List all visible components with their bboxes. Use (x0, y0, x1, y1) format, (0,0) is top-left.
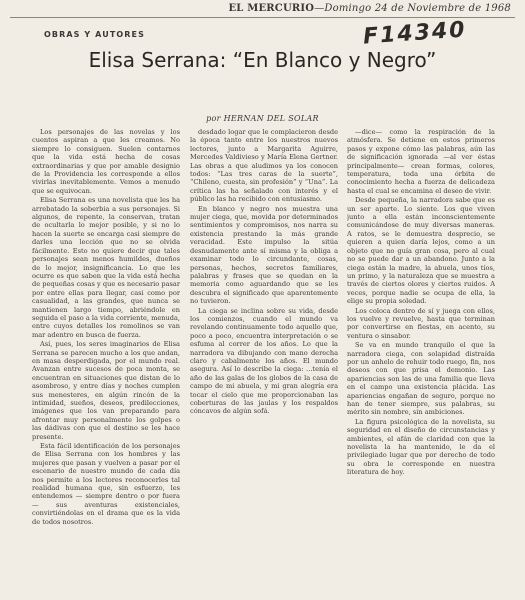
header-rule (10, 17, 515, 18)
paragraph: La ciega se inclina sobre su vida, desde los comienzos, cuando el mundo va revelando continuamente todo aquello que, poco a poco, encuentra interpretación o se esfuma al correr de los años. Lo que la narradora va dibujando con mano derecha claro y cabalmente los años. El mundo asegura. Así lo describe la ciega: ...tenía el año de las galas de los globos de la casa de campo de mi abuela, y mi gran alegría era tocar el cielo que me proporcionaban las coberturas de las jaulas y los respaldos cóncavos de algún sofá. (190, 306, 338, 416)
section-label: OBRAS Y AUTORES (44, 30, 145, 39)
paragraph: En blanco y negro nos muestra una mujer ciega, que, movida por determinados sentimientos y compromisos, nos narra su existencia prestando la más grande veracidad. Este impulso la sitúa desnudamente ante sí misma y la obliga a examinar todo lo circundante, cosas, personas, hechos, secretos familiares, palabras y frases que se quedan en la memoria como aguardando que se les descubra el significado que aparentemente no tuvieron. (190, 204, 338, 306)
article-column-3 (347, 128, 495, 596)
paragraph: Esta fácil identificación de los personajes de Elisa Serrana con los hombres y las mujeres que pasan y vuelven a pasar por el escenario de nuestro mundo de cada día nos permite a los lectores reconocerles tal realidad humana que, sin esfuerzo, les entendemos — siempre dentro o por fuera — sus aventuras existenciales, convirtiéndolas en el drama que es la vida de todos nosotros. (32, 442, 180, 526)
handwritten-catalog-number: F14340 (362, 17, 468, 50)
article-title: Elisa Serrana: “En Blanco y Negro” (88, 48, 437, 72)
paragraph: Desde pequeña, la narradora sabe que es un ser aparte. Lo siente. Los que viven junto a ella están inconscientemente comunicándose de muy diversas maneras. A ratos, se le demuestra desprecio, se quieren a quien daría lejos, como a un objeto que no guía gran cosa, pero al cual no se puede dar a un abandono. Junto a la ciega están la madre, la abuela, unos tíos, un primo, y la naturaleza que se muestra a través de ciertos olores y ciertos ruidos. A veces, porque nadie se ocupa de ella, la elige su propia soledad. (347, 196, 495, 306)
paragraph: Así, pues, los seres imaginarios de Elisa Serrana se parecen mucho a los que andan, en masa desperdigada, por el mundo real. Avanzan entre sucesos de poca monta, se encuentran en situaciones que distan de lo asombroso, y entre días y noches cumplen sus menesteres, en algún rincón de la intimidad, sueños, deseos, predilecciones, imágenes que los van preparando para afrontar muy personalmente los golpes o las dádivas con que el destino se les hace presente. (32, 340, 180, 441)
page-header (228, 3, 511, 14)
article-column-1 (32, 128, 180, 596)
paragraph: Elisa Serrana es una novelista que les ha arrebatado la soberbia a sus personajes. Si algunos, de repente, la conservan, tratan de ocultarla lo mejor posible, y si no lo hacen la suerte se encarga casi siempre de darles una lección que no se olvida fácilmente. Esto no quiere decir que tales personajes sean menos humildes, dueños de lo mejor, insignificancia. Lo que les ocurre es que saben que la vida está hecha de pequeñas cosas y que es necesario pasar por entre ellas para llegar, casi como por casualidad, a las grandes, que nunca se mantienen largo tiempo, abriéndole en seguida el paso a la vida corriente, menuda, entre cuyos detalles los remolinos se van mar adentro en busca de fuerza. (32, 196, 180, 339)
paragraph: La figura psicológica de la novelista, su seguridad en el diseño de circunstancias y ambientes, el afán de claridad con que la novelista la ha mantenido, le da el privilegiado lugar que por derecho de todo su obra le corresponde en nuestra literatura de hoy. (347, 417, 495, 477)
paragraph: desdado logar que le complacieron desde la época tanto entre los nuestros nuevos lectores, junto a Margarita Aguirre, Mercedes Valdivieso y María Elena Gertner. Las obras a que aludimos ya los conocen todos: “Las tres caras de la suerte”, “Chileno, cuesta, sin profesión” y “Una”. La crítica las ha señalado con interés y el público las ha recibido con entusiasmo. (190, 128, 338, 204)
paragraph: —dice— como la respiración de la atmósfera. Se detiene en estos primeros pasos y expone cómo las palabras, aún las de significación ignorada —al ver éstas principalmente— crean formas, colores, temperatura, toda una órbita de conocimiento hecha a fuerza de delicadeza hasta el cual se encamina el deseo de vivir. (347, 128, 495, 195)
paragraph: Los personajes de las novelas y los cuentos aspiran a que les creamos. No siempre lo consiguen. Suelen contarnos que la vida está hecha de cosas extraordinarias y que por amable designio de la Providencia les corresponde a ellos vivirlas inevitablemente. Vemos a menudo que se equivocan. (32, 128, 180, 195)
article-column-2 (190, 128, 338, 596)
paragraph: Se va en mundo tranquilo el que la narradora ciega, con solapidad distraída por un anhelo de rehuir todo ruego, fin, nos deseos con que prisa el demonio. Las apariencias son las de una familia que lleva en el campo una existencia plácida. Las apariencias engañan de seguro, porque no han de tener siempre, sus palabras, su mérito sin nombre, sin ambiciones. (347, 341, 495, 417)
article-byline: por HERNAN DEL SOLAR (206, 114, 319, 123)
publication-name: EL MERCURIO (228, 3, 315, 14)
paragraph: Los coloca dentro de sí y juega con ellos, los vuelve y revuelve, hasta que terminan por convertirse en fiestas, en acento, su ventura o sinsabor. (347, 306, 495, 340)
publication-date: —Domingo 24 de Noviembre de 1968 (314, 3, 511, 14)
